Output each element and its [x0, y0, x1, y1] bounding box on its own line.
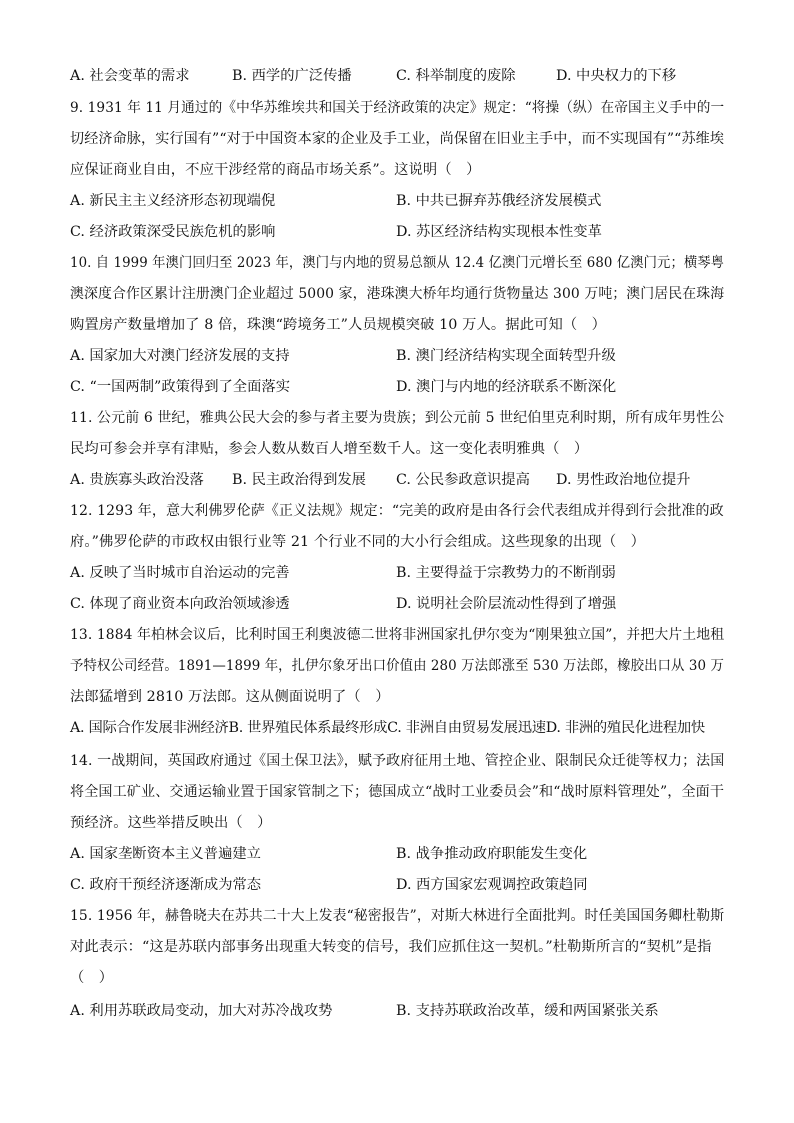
- q9-stem-line-1: 9. 1931 年 11 月通过的《中华苏维埃共和国关于经济政策的决定》规定：“将操（纵）在帝国主义手中的一: [70, 100, 725, 116]
- q15-stem-line-2: 对此表示：“这是苏联内部事务出现重大转变的信号，我们应抓住这一契机。”杜勒斯所言的“契机”是指: [70, 939, 712, 955]
- q9-option-b: B. 中共已摒弃苏俄经济发展模式: [396, 193, 602, 209]
- q9-option-d: D. 苏区经济结构实现根本性变革: [396, 224, 602, 240]
- q11-stem-line-1: 11. 公元前 6 世纪，雅典公民大会的参与者主要为贵族；到公元前 5 世纪伯里克利时期，所有成年男性公: [70, 410, 725, 426]
- q13-options: A. 国际合作发展非洲经济B. 世界殖民体系最终形成C. 非洲自由贸易发展迅速D. 非洲的殖民化进程加快: [70, 720, 705, 736]
- q13-stem-line-2: 予特权公司经营。1891—1899 年，扎伊尔象牙出口价值由 280 万法郎涨至 530 万法郎，橡胶出口从 30 万: [70, 658, 724, 674]
- q14-option-b: B. 战争推动政府职能发生变化: [396, 846, 588, 862]
- q15-stem-line-1: 15. 1956 年，赫鲁晓夫在苏共二十大上发表“秘密报告”，对斯大林进行全面批判。时任美国国务卿杜勒斯: [70, 908, 725, 924]
- q9-option-c: C. 经济政策深受民族危机的影响: [70, 224, 276, 240]
- q14-option-d: D. 西方国家宏观调控政策趋同: [396, 877, 588, 893]
- q10-option-a: A. 国家加大对澳门经济发展的支持: [70, 348, 290, 364]
- q10-option-d: D. 澳门与内地的经济联系不断深化: [396, 379, 617, 395]
- q14-stem-line-2: 将全国工矿业、交通运输业置于国家管制之下；德国成立“战时工业委员会”和“战时原料管理处”，全面干: [70, 784, 725, 800]
- q11-option-d: D. 男性政治地位提升: [556, 472, 691, 488]
- q15-stem-line-3: （ ）: [70, 970, 114, 986]
- q9-stem-line-3: 应保证商业自由，不应干涉经常的商品市场关系”。这说明（ ）: [70, 162, 481, 178]
- q14-option-a: A. 国家垄断资本主义普遍建立: [70, 846, 261, 862]
- q9-option-a: A. 新民主主义经济形态初现端倪: [70, 193, 276, 209]
- q12-option-b: B. 主要得益于宗教势力的不断削弱: [396, 565, 616, 581]
- q8-option-c: C. 科举制度的废除: [396, 68, 516, 84]
- q15-option-a: A. 利用苏联政局变动，加大对苏冷战攻势: [70, 1003, 333, 1019]
- q13-stem-line-1: 13. 1884 年柏林会议后，比利时国王利奥波德二世将非洲国家扎伊尔变为“刚果独立国”，并把大片土地租: [70, 627, 725, 643]
- q14-stem-line-3: 预经济。这些举措反映出（ ）: [70, 815, 272, 831]
- q13-stem-line-3: 法郎猛增到 2810 万法郎。这从侧面说明了（ ）: [70, 689, 390, 705]
- q8-option-d: D. 中央权力的下移: [556, 68, 677, 84]
- q12-stem-line-2: 府。”佛罗伦萨的市政权由银行业等 21 个行业不同的大小行会组成。这些现象的出现（ ）: [70, 534, 646, 550]
- q15-option-b: B. 支持苏联政治改革，缓和两国紧张关系: [396, 1003, 659, 1019]
- q10-stem-line-2: 澳深度合作区累计注册澳门企业超过 5000 家，港珠澳大桥年均通行货物量达 300 万吨；澳门居民在珠海: [70, 286, 725, 302]
- q10-stem-line-3: 购置房产数量增加了 8 倍，珠澳“跨境务工”人员规模突破 10 万人。据此可知（ ）: [70, 317, 607, 333]
- q14-option-c: C. 政府干预经济逐渐成为常态: [70, 877, 262, 893]
- q12-option-a: A. 反映了当时城市自治运动的完善: [70, 565, 290, 581]
- q12-option-d: D. 说明社会阶层流动性得到了增强: [396, 596, 617, 612]
- q11-option-c: C. 公民参政意识提高: [396, 472, 530, 488]
- q11-option-a: A. 贵族寡头政治没落: [70, 472, 204, 488]
- q14-stem-line-1: 14. 一战期间，英国政府通过《国土保卫法》，赋予政府征用土地、管控企业、限制民众迁徙等权力；法国: [70, 753, 725, 769]
- q8-option-b: B. 西学的广泛传播: [232, 68, 352, 84]
- q12-option-c: C. 体现了商业资本向政治领域渗透: [70, 596, 290, 612]
- q11-option-b: B. 民主政治得到发展: [232, 472, 366, 488]
- q9-stem-line-2: 切经济命脉，实行国有”“对于中国资本家的企业及手工业，尚保留在旧业主手中，而不实现国有”“苏维埃: [70, 131, 725, 147]
- q8-option-a: A. 社会变革的需求: [70, 68, 190, 84]
- q10-stem-line-1: 10. 自 1999 年澳门回归至 2023 年，澳门与内地的贸易总额从 12.4 亿澳门元增长至 680 亿澳门元；横琴粤: [70, 255, 725, 271]
- q11-stem-line-2: 民均可参会并享有津贴，参会人数从数百人增至数千人。这一变化表明雅典（ ）: [70, 441, 589, 457]
- q10-option-c: C. “一国两制”政策得到了全面落实: [70, 379, 290, 395]
- q12-stem-line-1: 12. 1293 年，意大利佛罗伦萨《正义法规》规定：“完美的政府是由各行会代表组成并得到行会批准的政: [70, 503, 724, 519]
- q10-option-b: B. 澳门经济结构实现全面转型升级: [396, 348, 616, 364]
